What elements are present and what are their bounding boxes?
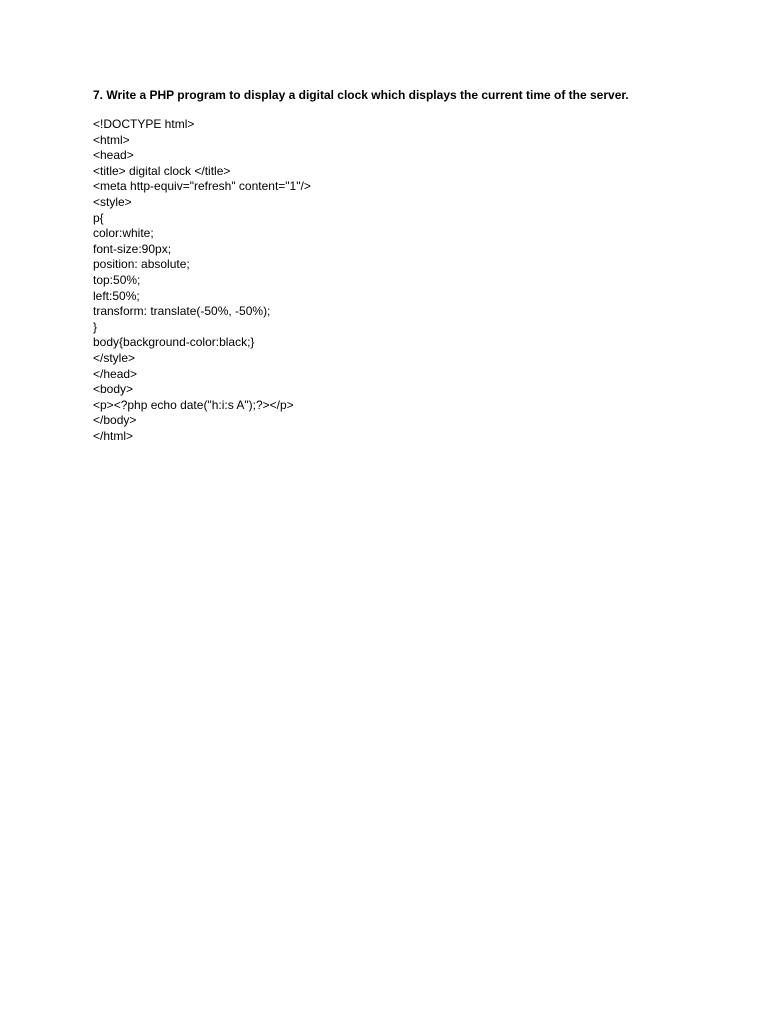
code-line: top:50%; (93, 272, 141, 287)
code-line: p{ (93, 210, 104, 225)
code-line: <title> digital clock </title> (93, 163, 231, 178)
code-line: </body> (93, 413, 137, 428)
code-line: </head> (93, 366, 138, 381)
code-line: left:50%; (93, 288, 140, 303)
code-line: body{background-color:black;} (93, 335, 255, 350)
code-line: <body> (93, 382, 134, 397)
code-line: <meta http-equiv="refresh" content="1"/> (93, 179, 311, 194)
code-line: } (93, 319, 98, 334)
question-heading: 7. Write a PHP program to display a digital clock which displays the current time of the server. (93, 88, 629, 102)
code-line: position: absolute; (93, 257, 190, 272)
code-line: </html> (93, 428, 134, 443)
code-line: </style> (93, 350, 136, 365)
code-line: <html> (93, 132, 130, 147)
code-line: <head> (93, 148, 134, 163)
code-line: color:white; (93, 226, 154, 241)
code-line: <p><?php echo date("h:i:s A");?></p> (93, 397, 294, 412)
code-line: <style> (93, 194, 132, 209)
code-line: <!DOCTYPE html> (93, 117, 195, 131)
document-content (93, 86, 733, 444)
code-line: font-size:90px; (93, 241, 172, 256)
code-listing (93, 117, 733, 444)
code-line: transform: translate(-50%, -50%); (93, 304, 271, 319)
